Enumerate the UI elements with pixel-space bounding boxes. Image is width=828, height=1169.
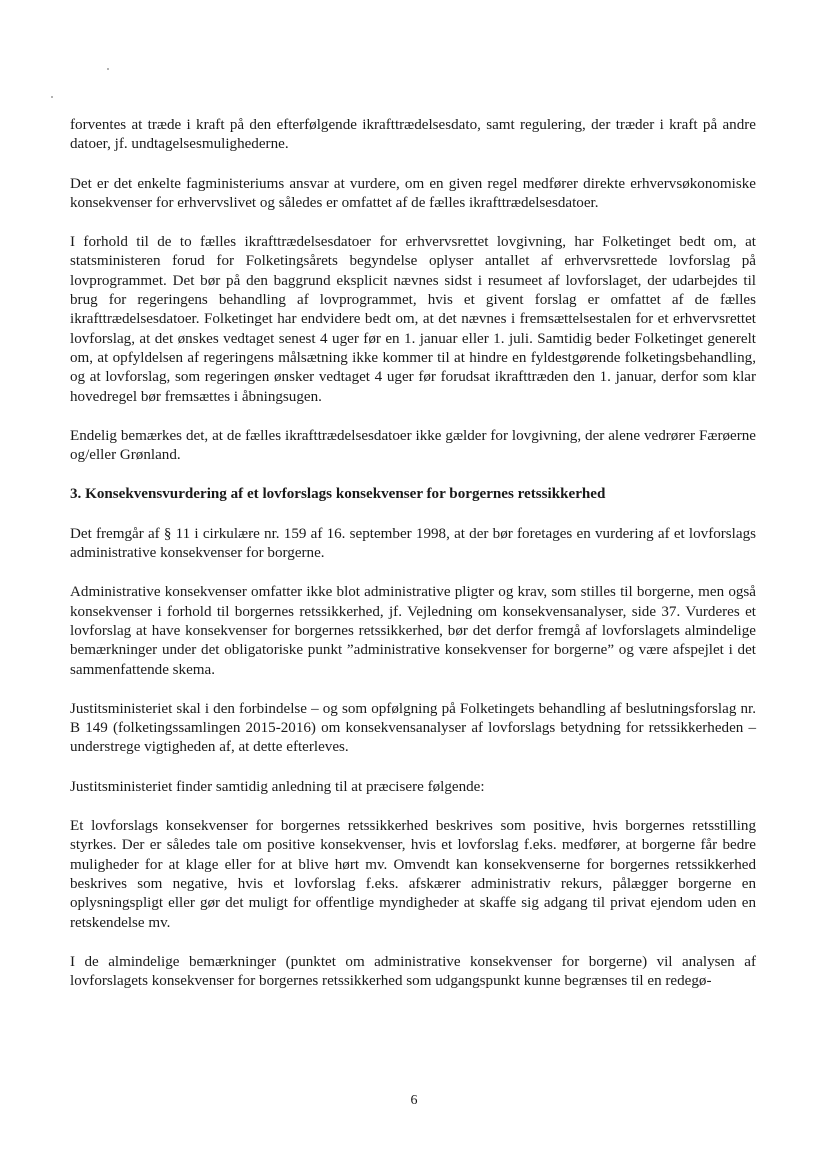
paragraph-folketing-requests: I forhold til de to fælles ikrafttrædelsesdatoer for erhvervsrettet lovgivning, har Folketinget bedt om, at statsministeren forud for Folketingsårets begyndelse oplyser antallet af erhvervsrettede lovforslag på lovprogrammet. Det bør på den baggrund eksplicit nævnes sidst i resumeet af lovforslaget, der udarbejdes til brug for regeringens behandling af lovprogrammet, hvis et givent forslag er omfattet af de fælles ikrafttrædelsesdatoer. Folketinget har endvidere bedt om, at det nævnes i fremsættelsestalen for et erhvervsrettet lovforslag, at det ønskes vedtaget senest 4 uger før en 1. januar eller 1. juli. Samtidig beder Folketinget generelt om, at opfyldelsen af regeringens målsætning ikke kommer til at hindre en fyldestgørende folketingsbehandling, og at lovforslag, som regeringen ønsker vedtaget 4 uger før forudsat ikrafttræden den 1. januar, derfor som klar hovedregel bør fremsættes i åbningsugen. [70, 234, 756, 405]
section-heading: 3. Konsekvensvurdering af et lovforslags konsekvenser for borgernes retssikkerhed [70, 486, 606, 503]
paragraph-faroe-greenland-exception: Endelig bemærkes det, at de fælles ikrafttrædelsesdatoer ikke gælder for lovgivning, der alene vedrører Færøerne og/eller Grønland. [70, 427, 756, 464]
page-body [70, 116, 756, 991]
paragraph-effective-date-continuation: forventes at træde i kraft på den efterfølgende ikrafttrædelsesdato, samt regulering, der træder i kraft på andre datoer, jf. undtagelsesmulighederne. [70, 117, 756, 153]
paragraph-positive-negative-consequences: Et lovforslags konsekvenser for borgernes retssikkerhed beskrives som positive, hvis borgernes retsstilling styrkes. Der er således tale om positive konsekvenser, hvis et lovforslag f.eks. medfører, at borgerne får bedre muligheder for at klage eller for at blive hørt mv. Omvendt kan konsekvenserne for borgernes retssikkerhed beskrives som negative, hvis et lovforslag f.eks. afskærer administrativ rekurs, pålægger borgerne en oplysningspligt eller gør det muligt for offentlige myndigheder at skaffe sig adgang til privat ejendom uden en retskendelse mv. [70, 818, 756, 931]
paragraph-circular-reference: Det fremgår af § 11 i cirkulære nr. 159 af 16. september 1998, at der bør foretages en vurdering af et lovforslags administrative konsekvenser for borgerne. [70, 525, 756, 562]
paragraph-clarification-intro: Justitsministeriet finder samtidig anledning til at præcisere følgende: [70, 778, 485, 795]
paragraph-administrative-consequences: Administrative konsekvenser omfatter ikke blot administrative pligter og krav, som stilles til borgerne, men også konsekvenser i forhold til borgernes retssikkerhed, jf. Vejledning om konsekvensanalyser, side 37. Vurderes et lovforslag at have konsekvenser for borgernes retssikkerhed, bør det derfor fremgå af lovforslagets almindelige bemærkninger under det obligatoriske punkt ”administrative konsekvenser for borgerne” og være afspejlet i det sammenfattende skema. [70, 584, 756, 678]
page-number: 6 [410, 1093, 418, 1108]
scan-speck [51, 96, 53, 98]
paragraph-justice-ministry-emphasis: Justitsministeriet skal i den forbindelse – og som opfølgning på Folketingets behandling af beslutningsforslag nr. B 149 (folketingssamlingen 2015-2016) om konsekvensanalyser af lovforslags betydning for retssikkerheden – understrege vigtigheden af, at dette efterleves. [70, 700, 756, 756]
scan-speck [107, 68, 109, 70]
paragraph-ministry-responsibility: Det er det enkelte fagministeriums ansvar at vurdere, om en given regel medfører direkte erhvervsøkonomiske konsekvenser for erhvervslivet og således er omfattet af de fælles ikrafttrædelsesdatoer. [70, 175, 756, 211]
paragraph-general-remarks-analysis: I de almindelige bemærkninger (punktet om administrative konsekvenser for borgerne) vil analysen af lovforslagets konsekvenser for borgernes retssikkerhed som udgangspunkt kunne begrænses til en redegø- [70, 953, 756, 990]
